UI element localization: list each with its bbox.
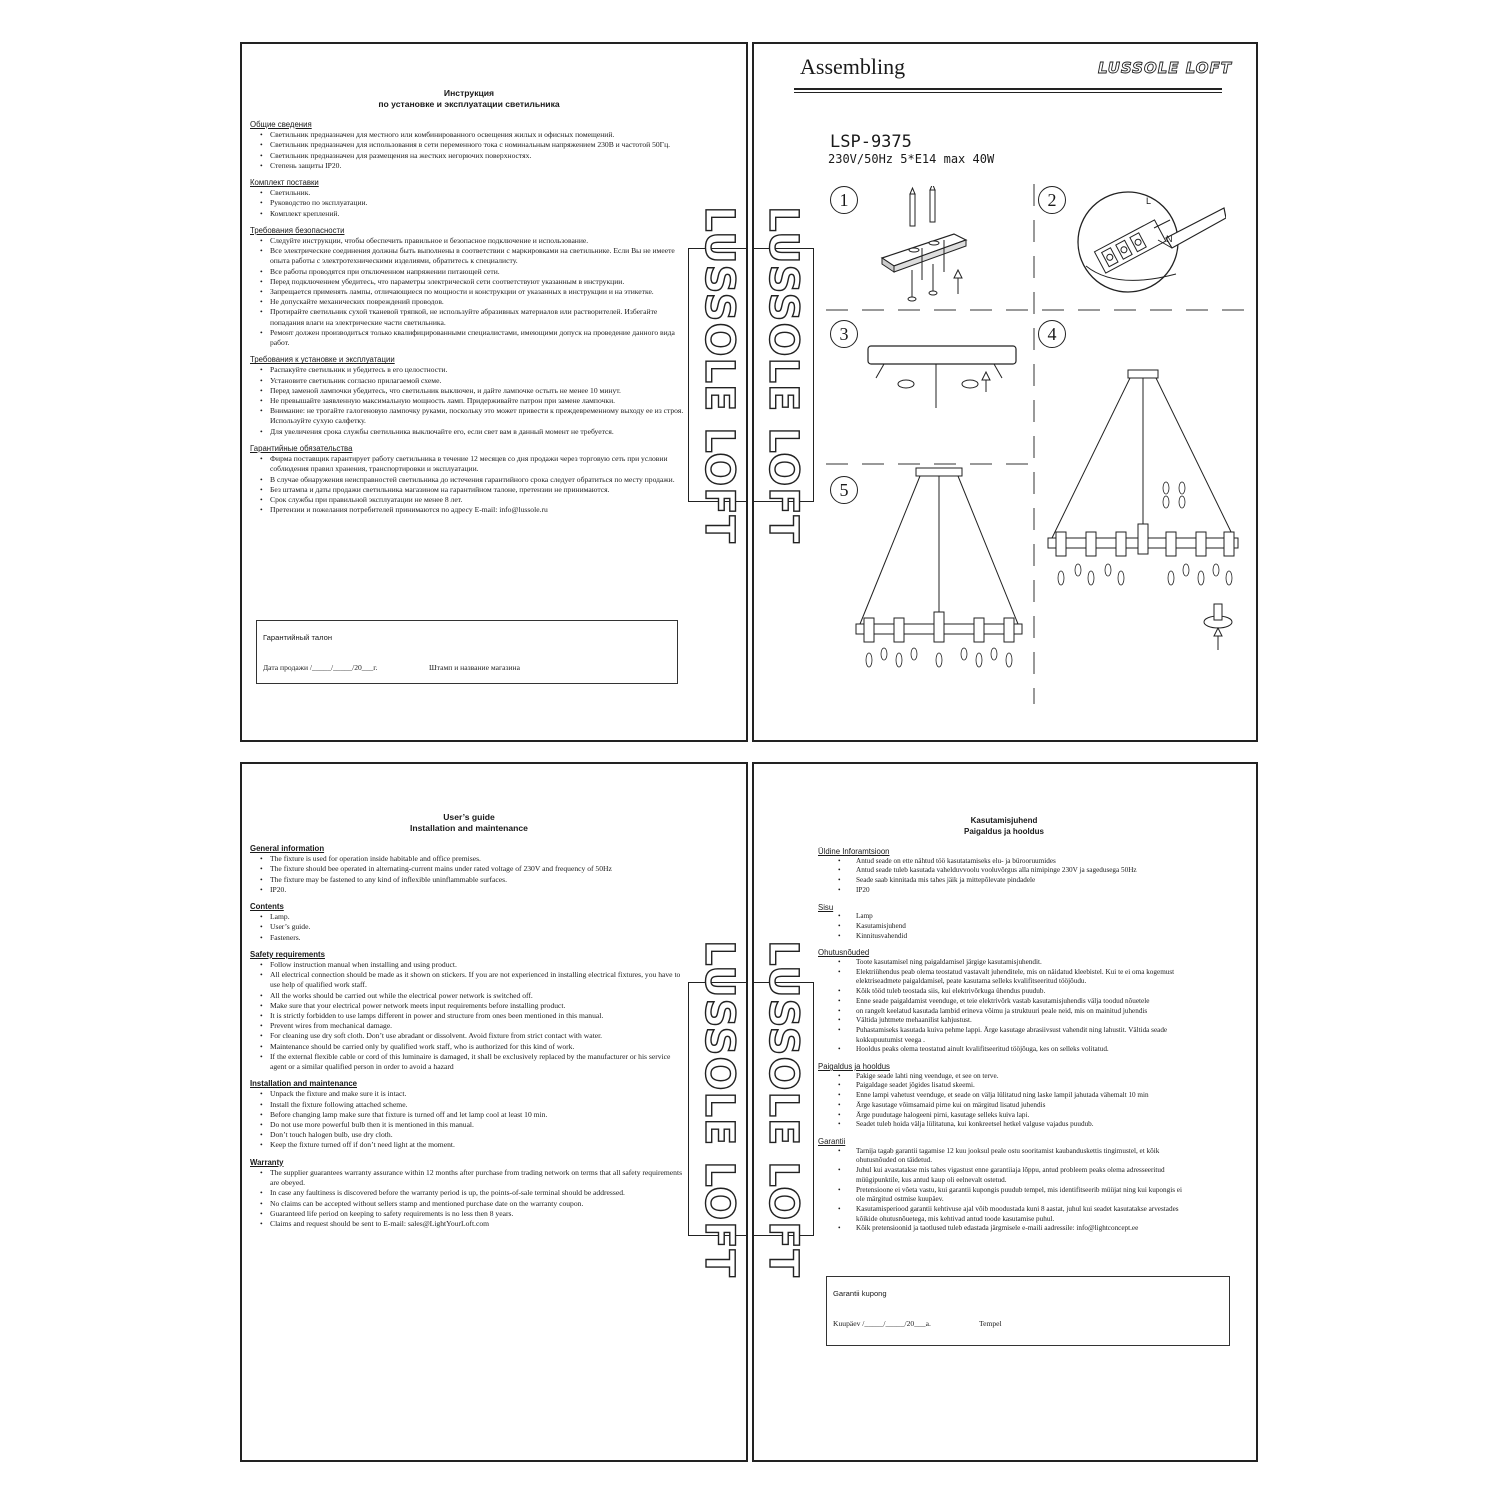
section-heading: Требования безопасности: [250, 225, 345, 235]
list-item: • Срок службы при правильной эксплуатации не менее 8 лет.: [270, 495, 688, 505]
list-item: • All electrical connection should be made as it shown on stickers. If you are not experienced in installing electrical fixtures, you have to use help of qualified work staff.: [270, 970, 688, 990]
russian-coupon-date-line: Дата продажи /_____/_____/20___г.: [263, 663, 378, 672]
list-item: • The fixture may be fastened to any kind of inflexible uninflammable surfaces.: [270, 875, 688, 885]
list-item: • Ärge kasutage võimsamaid pirne kui on märgitud lisatud juhendis: [856, 1101, 1190, 1111]
list-item: • Все работы проводятся при отключенном напряжении питающей сети.: [270, 267, 688, 277]
section-list: [250, 960, 688, 1072]
list-item: • Kasutamisperiood garantii kehtivuse ajal võib moodustada kuni 8 aastat, juhul kui seadet kasutatakse arvestades kõikide ohutusnõuetega, mis kehtivad antud toode kasutamise puhul.: [856, 1205, 1190, 1224]
list-item: • Enne lampi vahetust veenduge, et seade on välja lülitatud ning laske lampil jahutada vähemalt 10 min: [856, 1091, 1190, 1101]
wire-live-label: L: [1146, 196, 1152, 206]
section-list: [818, 1147, 1190, 1234]
list-item: • on rangelt keelatud kasutada lambid erineva võimu ja struktuuri peale neid, mis on mainitud juhendis: [856, 1007, 1190, 1017]
list-item: • Claims and request should be sent to E-mail: sales@LightYourLoft.com: [270, 1219, 688, 1229]
section-list: [818, 958, 1190, 1055]
russian-document: [250, 88, 688, 515]
list-item: • Juhul kui avastatakse mis tahes vigastust enne garantiiaja lõppu, antud probleem peaks olema adresseeritud müügipunktile, kus antud kaup oli eelnevalt ostetud.: [856, 1166, 1190, 1185]
side-logo-text-estonian: LUSSOLE LOFT: [760, 940, 806, 1278]
list-item: • Светильник предназначен для использования в сети переменного тока с номинальным напряжением 230В и частотой 50Гц.: [270, 140, 688, 150]
section-heading: Sisu: [818, 902, 834, 912]
list-item: • Установите светильник согласно прилагаемой схеме.: [270, 376, 688, 386]
list-item: • Распакуйте светильник и убедитесь в его целостности.: [270, 365, 688, 375]
section-list: [818, 857, 1190, 896]
side-logo-text-english: LUSSOLE LOFT: [696, 940, 742, 1278]
list-item: • Paigaldage seadet jõgides lisatud skeemi.: [856, 1081, 1190, 1091]
russian-title: [250, 88, 688, 110]
list-item: • Lamp: [856, 912, 1190, 922]
section-heading: Комплект поставки: [250, 178, 319, 188]
assembling-page: [752, 42, 1258, 742]
step-4-fixture-illustration: [1038, 364, 1248, 654]
list-item: • Don’t touch halogen bulb, use dry cloth.: [270, 1130, 688, 1140]
list-item: • Before changing lamp make sure that fixture is turned off and let lamp cool at least 10 min.: [270, 1110, 688, 1120]
list-item: • Vältida juhtmete mehaanilist kahjustust.: [856, 1016, 1190, 1026]
estonian-title-line-2: Paigaldus ja hooldus: [963, 826, 1044, 836]
list-item: • Keep the fixture turned off if don’t need light at the moment.: [270, 1140, 688, 1150]
estonian-title: [818, 816, 1190, 837]
russian-coupon-title: Гарантийный талон: [263, 633, 333, 642]
section-heading: Общие сведения: [250, 120, 312, 129]
list-item: • Make sure that your electrical power network meets input requirements before installing product.: [270, 1001, 688, 1011]
list-item: • Внимание: не трогайте галогеновую лампочку руками, поскольку это может привести к преждевременному выходу ее из строя. Используйте сухую салфетку.: [270, 406, 688, 426]
list-item: • Протирайте светильник сухой тканевой тряпкой, не используйте абразивных материалов или растворителей. Избегайте попадания влаги на электрические части светильника.: [270, 307, 688, 327]
list-item: • Lamp.: [270, 912, 688, 922]
list-item: • Pretensioone ei võeta vastu, kui garantii kupongis puudub tempel, mis identifitseerib müüjat ning kui kupongis ei ole märgitud ostmise kuupäev.: [856, 1186, 1190, 1205]
list-item: • The fixture is used for operation inside habitable and office premises.: [270, 854, 688, 864]
model-number: LSP-9375: [830, 132, 912, 152]
section-heading: Garantii: [818, 1136, 846, 1146]
list-item: • It is strictly forbidden to use lamps different in power and structure from ones been mentioned in this manual.: [270, 1011, 688, 1021]
list-item: • Светильник.: [270, 188, 688, 198]
section-heading: Safety requirements: [250, 949, 325, 959]
step-5-chandelier-illustration: [850, 464, 1030, 704]
list-item: • Запрещается применять лампы, отличающиеся по мощности и конструкции от указанных в инструкции и на этикетке.: [270, 287, 688, 297]
estonian-warranty-coupon: [826, 1276, 1230, 1346]
list-item: • Seadet tuleb hoida välja lülitatuna, kui konkreetsel hetkel valguse vajadus puudub.: [856, 1120, 1190, 1130]
step-1-bracket-illustration: [874, 186, 984, 306]
russian-coupon-stamp-label: Штамп и название магазина: [429, 663, 520, 672]
list-item: • Puhastamiseks kasutada kuiva pehme lappi. Ärge kasutage abrasiivsust vahendit ning lahustit. Vältida seade kokkupuutumist veega .: [856, 1026, 1190, 1045]
wire-neutral-label: N: [1166, 234, 1173, 244]
list-item: • Pakige seade lahti ning veenduge, et see on terve.: [856, 1072, 1190, 1082]
section-heading: Paigaldus ja hooldus: [818, 1062, 890, 1072]
section-list: [250, 912, 688, 943]
list-item: • Unpack the fixture and make sure it is intact.: [270, 1089, 688, 1099]
side-logo-box: [688, 206, 748, 544]
section-heading: Ohutusnõuded: [818, 948, 870, 958]
side-logo-text: LUSSOLE LOFT: [696, 206, 742, 544]
russian-title-line-2: по установке и эксплуатации светильника: [378, 99, 560, 109]
list-item: • Светильник предназначен для местного или комбинированного освещения жилых и офисных помещений.: [270, 130, 688, 140]
power-spec: 230V/50Hz 5*E14 max 40W: [828, 152, 995, 166]
list-item: • Ремонт должен производиться только квалифицированными специалистами, имеющими допуск на проведение данного вида работ.: [270, 328, 688, 348]
step-4-number: 4: [1038, 320, 1066, 348]
list-item: • Follow instruction manual when installing and using product.: [270, 960, 688, 970]
list-item: • Без штампа и даты продажи светильника магазином на гарантийном талоне, претензии не принимаются.: [270, 485, 688, 495]
english-sections: [250, 844, 688, 1229]
list-item: • Перед заменой лампочки убедитесь, что светильник выключен, и дайте лампочке остыть не менее 10 минут.: [270, 386, 688, 396]
list-item: • Следуйте инструкции, чтобы обеспечить правильное и безопасное подключение и использование.: [270, 236, 688, 246]
list-item: • Не допускайте механических повреждений проводов.: [270, 297, 688, 307]
list-item: • Kõik tööd tuleb teostada siis, kui elektrivõrkuga ühendus puudub.: [856, 987, 1190, 997]
section-heading: Гарантийные обязательства: [250, 443, 353, 453]
section-list: [818, 1072, 1190, 1130]
english-title-line-2: Installation and maintenance: [410, 823, 528, 833]
list-item: • Все электрические соединения должны быть выполнены в соответствии с маркировками на светильнике. Если Вы не имеете опыта работы с электротехническими изделиями, обратитесь к специалисту.: [270, 246, 688, 266]
list-item: • Kasutamisjuhend: [856, 922, 1190, 932]
section-list: [250, 130, 688, 171]
section-heading: Warranty: [250, 1157, 284, 1167]
russian-sections: [250, 120, 688, 515]
list-item: • Toote kasutamisel ning paigaldamisel järgige kasutamisjuhendit.: [856, 958, 1190, 968]
list-item: • Seade saab kinnitada mis tahes jäik ja mittepõlevate pindadele: [856, 876, 1190, 886]
list-item: • Светильник предназначен для размещения на жестких негорючих поверхностях.: [270, 151, 688, 161]
list-item: • User’s guide.: [270, 922, 688, 932]
section-list: [250, 1089, 688, 1150]
list-item: • Install the fixture following attached scheme.: [270, 1100, 688, 1110]
list-item: • In case any faultiness is discovered before the warranty period is up, the points-of-sale terminal should be addressed.: [270, 1188, 688, 1198]
list-item: • Maintenance should be carried only by qualified work staff, who is authorized for this kind of work.: [270, 1042, 688, 1052]
list-item: • For cleaning use dry soft cloth. Don’t use abradant or dissolvent. Avoid fixture from strict contact with water.: [270, 1031, 688, 1041]
section-list: [250, 1168, 688, 1229]
list-item: • Перед подключением убедитесь, что параметры электрической сети соответствуют указанным в инструкции.: [270, 277, 688, 287]
list-item: • If the external flexible cable or cord of this luminaire is damaged, it shall be exclusively replaced by the manufacturer or his service agent or a similar qualified person in order to avoid a hazard: [270, 1052, 688, 1072]
estonian-guide-page: [752, 762, 1258, 1462]
english-title: [250, 812, 688, 834]
estonian-coupon-date-line: Kuupäev /_____/_____/20___a.: [833, 1319, 931, 1328]
estonian-sections: [818, 847, 1190, 1234]
step-2-number: 2: [1038, 186, 1066, 214]
list-item: • Guaranteed life period on keeping to safety requirements is no less then 8 years.: [270, 1209, 688, 1219]
estonian-document: [818, 816, 1190, 1234]
list-item: • Фирма поставщик гарантирует работу светильника в течение 12 месяцев со дня продажи через торговую сеть при условии соблюдения правил хранения, транспортировки и эксплуатации.: [270, 454, 688, 474]
section-list: [250, 454, 688, 515]
side-logo-box-estonian: [752, 940, 814, 1278]
side-logo-box-english: [688, 940, 748, 1278]
section-heading: Contents: [250, 902, 284, 912]
assembling-title: Assembling: [800, 54, 906, 79]
section-heading: Требования к установке и эксплуатации: [250, 355, 395, 365]
list-item: • Prevent wires from mechanical damage.: [270, 1021, 688, 1031]
estonian-coupon-title: Garantii kupong: [833, 1289, 887, 1298]
list-item: • Hooldus peaks olema teostatud ainult kvalifitseeritud tööjõuga, kes on selleks volitatud.: [856, 1045, 1190, 1055]
estonian-coupon-stamp-label: Tempel: [979, 1319, 1002, 1328]
section-heading: General information: [250, 844, 325, 853]
list-item: • Elektriühendus peab olema teostatud vastavalt juhenditele, mis on näidatud kleebistel. Kui te ei oma kogemust elektriseadmete paigaldamisel, peate kasutama selleks kvalifitseeritud tööjõudu.: [856, 968, 1190, 987]
list-item: • IP20.: [270, 885, 688, 895]
list-item: • Antud seade on ette nähtud töö kasutatamiseks elu- ja bürooruumides: [856, 857, 1190, 867]
english-document: [250, 812, 688, 1229]
side-logo-text-right: LUSSOLE LOFT: [760, 206, 806, 544]
russian-instruction-page: [240, 42, 748, 742]
section-heading: Üldine Inforamtsioon: [818, 847, 890, 856]
russian-warranty-coupon: [256, 620, 678, 684]
list-item: • Комплект креплений.: [270, 209, 688, 219]
english-title-line-1: User’s guide: [443, 812, 495, 822]
russian-title-line-1: Инструкция: [443, 88, 495, 98]
section-list: [250, 365, 688, 436]
list-item: • The fixture should bee operated in alternating-current mains under rated voltage of 230V and frequency of 50Hz: [270, 864, 688, 874]
english-guide-page: [240, 762, 748, 1462]
list-item: • Kõik pretensioonid ja taotlused tuleb edastada järgmisele e-maili aadressile: info@lightconcept.ee: [856, 1224, 1190, 1234]
list-item: • The supplier guarantees warranty assurance within 12 months after purchase from trading network on terms that all safety requirements are obeyed.: [270, 1168, 688, 1188]
list-item: • Степень защиты IP20.: [270, 161, 688, 171]
section-list: [250, 236, 688, 348]
list-item: • Не превышайте заявленную максимальную мощность ламп. Придерживайте патрон при замене лампочки.: [270, 396, 688, 406]
list-item: • Enne seade paigaldamist veenduge, et teie elektrivõrk vastab kasutamisjuhendis välja toodud nõuetele: [856, 997, 1190, 1007]
section-list: [818, 912, 1190, 941]
list-item: • Do not use more powerful bulb then it is mentioned in this manual.: [270, 1120, 688, 1130]
list-item: • Для увеличения срока службы светильника выключайте его, если свет вам в данный момент не требуется.: [270, 427, 688, 437]
section-list: [250, 854, 688, 895]
list-item: • Tarnija tagab garantii tagamise 12 kuu jooksul peale ostu sooritamist kaubanduskettis tingimustel, et kõik ohutusnõuded on täidetud.: [856, 1147, 1190, 1166]
list-item: • В случае обнаружения неисправностей светильника до истечения гарантийного срока следует обратиться по месту продажи.: [270, 475, 688, 485]
brand-logo: LUSSOLE LOFT: [1097, 59, 1232, 77]
section-list: [250, 188, 688, 219]
list-item: • Ärge puudutage halogeeni pirni, kasutage selleks kuiva lapi.: [856, 1111, 1190, 1121]
list-item: • All the works should be carried out while the electrical power network is switched off.: [270, 991, 688, 1001]
list-item: • Руководство по эксплуатации.: [270, 198, 688, 208]
step-1-number: 1: [830, 186, 858, 214]
list-item: • Претензии и пожелания потребителей принимаются по адресу E-mail: info@lussole.ru: [270, 505, 688, 515]
list-item: • No claims can be accepted without sellers stamp and mentioned purchase date on the warranty coupon.: [270, 1199, 688, 1209]
list-item: • Antud seade tuleb kasutada vahelduvvoolu vooluvõrgus alla nimipinge 230V ja sagedusega 50Hz: [856, 866, 1190, 876]
list-item: • IP20: [856, 886, 1190, 896]
list-item: • Fasteners.: [270, 933, 688, 943]
step-3-canopy-illustration: [862, 340, 1022, 412]
list-item: • Kinnitusvahendid: [856, 932, 1190, 942]
estonian-title-line-1: Kasutamisjuhend: [970, 816, 1038, 825]
step-5-number: 5: [830, 476, 858, 504]
section-heading: Installation and maintenance: [250, 1079, 358, 1089]
step-3-number: 3: [830, 320, 858, 348]
